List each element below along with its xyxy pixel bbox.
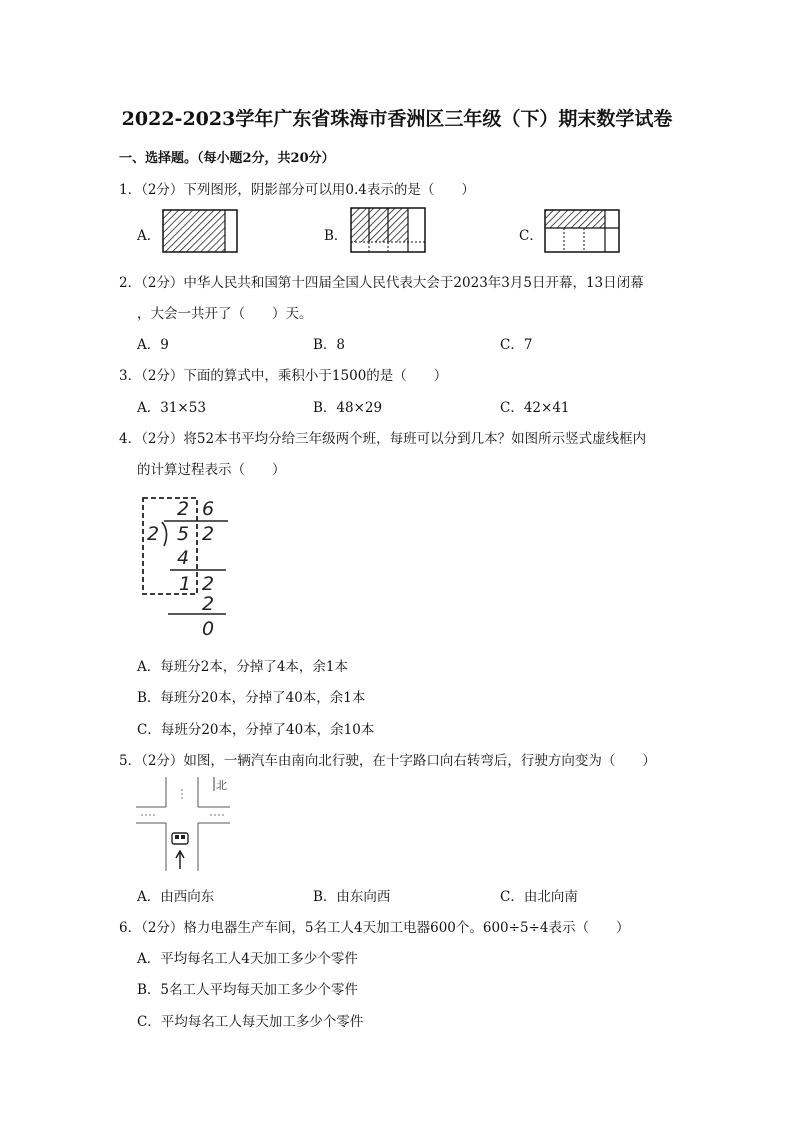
q4-remainder-tens: 1 — [179, 573, 192, 595]
q6-option-c[interactable]: C．平均每名工人每天加工多少个零件 — [137, 1014, 364, 1030]
section-heading-choice: 一、选择题。（每小题2分，共20分） — [119, 151, 335, 166]
q1-figure-c — [542, 207, 622, 255]
q1-figure-a — [160, 207, 240, 255]
arrow-up-icon — [176, 851, 184, 869]
q4-divisor: 2 — [147, 523, 160, 545]
q1-figure-b — [348, 205, 428, 255]
question-6-stem: 6．（2分）格力电器生产车间，5名工人4天加工电器600个。600÷5÷4表示（ ） — [119, 920, 630, 936]
q4-quotient-ones: 6 — [202, 498, 215, 520]
q4-option-c[interactable]: C．每班分20本，分掉了40本，余10本 — [137, 722, 375, 738]
question-2-stem-line1: 2．（2分）中华人民共和国第十四届全国人民代表大会于2023年3月5日开幕，13日闭幕 — [119, 275, 644, 291]
q4-quotient-tens: 2 — [177, 498, 190, 520]
q1-option-a-label[interactable]: A． — [137, 228, 161, 244]
q5-north-label: 北 — [216, 779, 227, 792]
q4-option-b[interactable]: B．每班分20本，分掉了40本，余1本 — [137, 690, 366, 706]
q4-first-product: 4 — [177, 547, 190, 569]
q2-option-a[interactable]: A．9 — [137, 337, 169, 353]
exam-title: 2022-2023学年广东省珠海市香洲区三年级（下）期末数学试卷 — [121, 108, 673, 130]
q4-dividend-tens: 5 — [177, 523, 190, 545]
q4-second-product: 2 — [202, 593, 215, 615]
q1-b-shaded — [351, 208, 408, 242]
q6-option-b[interactable]: B．5名工人平均每天加工多少个零件 — [137, 982, 359, 998]
q4-dividend-ones: 2 — [202, 523, 215, 545]
q2-option-c[interactable]: C．7 — [500, 337, 533, 353]
car-icon — [172, 833, 188, 844]
question-3-stem: 3．（2分）下面的算式中，乘积小于1500的是（ ） — [119, 368, 448, 384]
q4-long-division-figure — [138, 490, 233, 640]
q5-option-b[interactable]: B．由东向西 — [313, 889, 391, 905]
q1-a-shaded — [163, 210, 225, 252]
q1-option-b-label[interactable]: B． — [324, 228, 348, 244]
q5-option-c[interactable]: C．由北向南 — [500, 889, 578, 905]
q6-option-a[interactable]: A．平均每名工人4天加工多少个零件 — [137, 951, 358, 967]
q3-option-a[interactable]: A．31×53 — [137, 400, 206, 416]
q1-option-c-label[interactable]: C． — [519, 228, 543, 244]
q3-option-b[interactable]: B．48×29 — [313, 400, 383, 416]
question-4-stem-line2: 的计算过程表示（ ） — [137, 462, 286, 478]
q4-remainder-ones: 2 — [202, 573, 215, 595]
q4-option-a[interactable]: A．每班分2本，分掉了4本，余1本 — [137, 659, 349, 675]
q1-c-shaded — [545, 210, 605, 228]
q5-option-a[interactable]: A．由西向东 — [137, 889, 215, 905]
q3-option-c[interactable]: C．42×41 — [500, 400, 570, 416]
question-4-stem-line1: 4．（2分）将52本书平均分给三年级两个班，每班可以分到几本？如图所示竖式虚线框内 — [119, 431, 647, 447]
question-1-stem: 1．（2分）下列图形，阴影部分可以用0.4表示的是（ ） — [119, 182, 475, 198]
question-2-stem-line2: ，大会一共开了（ ）天。 — [137, 306, 313, 322]
question-5-stem: 5．（2分）如图，一辆汽车由南向北行驶，在十字路口向右转弯后，行驶方向变为（ ） — [119, 753, 656, 769]
q5-crossroad-figure — [136, 775, 232, 873]
q2-option-b[interactable]: B．8 — [313, 337, 346, 353]
q4-final-remainder: 0 — [202, 618, 215, 640]
